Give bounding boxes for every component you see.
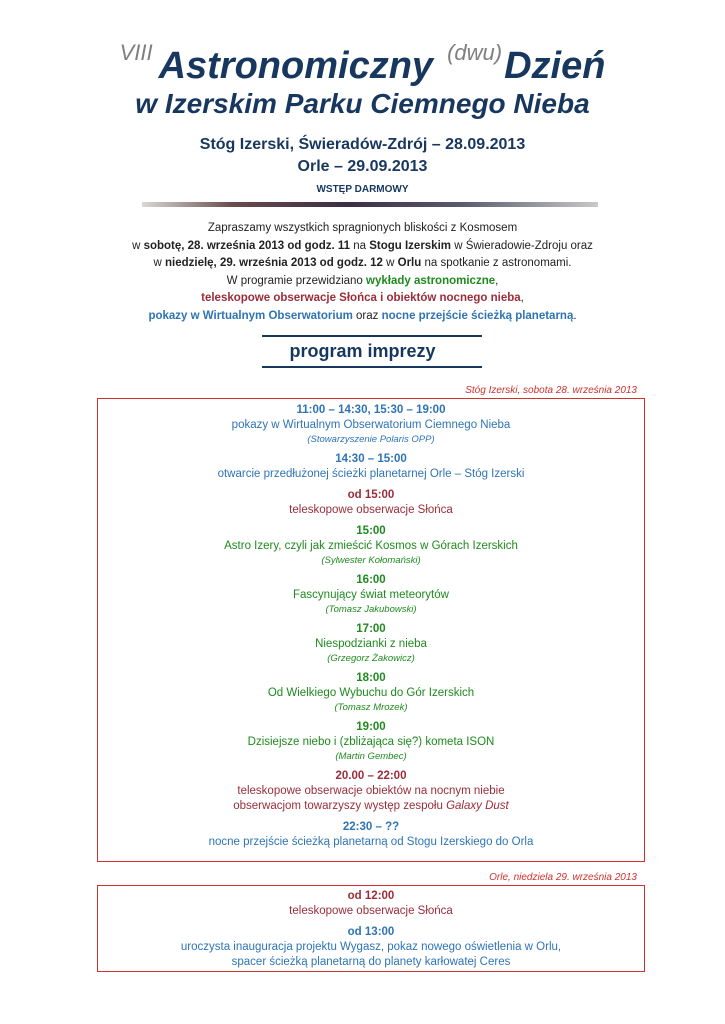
item-presenter: (Grzegorz Żakowicz)	[327, 653, 415, 664]
item-time: od 13:00	[347, 926, 395, 938]
item-desc: Niespodzianki z nieba	[315, 638, 427, 650]
entry-free-label: WSTĘP DARMOWY	[316, 184, 409, 195]
item-desc: teleskopowe obserwacje Słońca	[289, 905, 453, 917]
item-time: od 15:00	[347, 489, 395, 501]
item-desc: Od Wielkiego Wybuchu do Gór Izerskich	[267, 687, 475, 699]
schedule-item	[98, 488, 644, 518]
item-desc: teleskopowe obserwacje obiektów na nocnym niebie	[237, 785, 505, 797]
intro-date-saturday: sobotę, 28. września 2013 od godz. 11	[143, 239, 351, 252]
intro-text: na spotkanie z astronomami.	[421, 257, 572, 270]
day1-schedule-box	[97, 398, 645, 862]
location-day1: Stóg Izerski, Świeradów-Zdrój – 28.09.2013	[199, 136, 526, 153]
item-time: 20.00 – 22:00	[335, 770, 407, 782]
item-desc: nocne przejście ścieżką planetarną od Stogu Izerskiego do Orla	[208, 836, 534, 848]
item-presenter: (Stowarzyszenie Polaris OPP)	[307, 434, 435, 445]
day2-label: Orle, niedziela 29. września 2013	[489, 872, 637, 883]
intro-text: w	[382, 257, 398, 270]
intro-text: w Świeradowie-Zdroju oraz	[451, 239, 593, 252]
edition-number: VIII	[119, 40, 153, 65]
title-word-dzien: Dzień	[504, 45, 606, 87]
day1-label: Stóg Izerski, sobota 28. września 2013	[465, 385, 637, 396]
intro-text: na	[350, 239, 370, 252]
intro-virtual-observatory: pokazy w Wirtualnym Obserwatorium	[148, 309, 353, 322]
item-time: 22:30 – ??	[342, 821, 400, 833]
intro-observations: teleskopowe obserwacje Słońca i obiektów nocnego nieba	[201, 292, 521, 305]
item-desc-text: obserwacjom towarzyszy występ zespołu	[233, 800, 447, 812]
program-rule-bottom	[262, 366, 482, 368]
intro-line	[60, 273, 665, 291]
item-desc-line2	[98, 799, 644, 814]
intro-text: w	[132, 239, 144, 252]
location-day2: Orle – 29.09.2013	[297, 158, 428, 175]
item-time: 14:30 – 15:00	[335, 453, 407, 465]
item-desc: Fascynujący świat meteorytów	[293, 589, 449, 601]
intro-line	[60, 290, 665, 308]
intro-line	[60, 255, 665, 273]
schedule-item	[98, 524, 644, 567]
item-desc: Astro Izery, czyli jak zmieścić Kosmos w Górach Izerskich	[224, 540, 518, 552]
item-desc: uroczysta inauguracja projektu Wygasz, pokaz nowego oświetlenia w Orlu,	[180, 941, 562, 953]
intro-text: w	[153, 257, 165, 270]
intro-date-sunday: niedzielę, 29. września 2013 od godz. 12	[164, 257, 383, 270]
intro-place-orle: Orlu	[397, 257, 422, 270]
item-presenter: (Sylwester Kołomański)	[321, 555, 421, 566]
intro-line: Zapraszamy wszystkich spragnionych bliskości z Kosmosem	[207, 222, 518, 234]
event-title	[0, 42, 725, 85]
day2-schedule-box	[97, 885, 645, 972]
item-time: 11:00 – 14:30, 15:30 – 19:00	[296, 404, 446, 416]
intro-line	[60, 238, 665, 256]
intro-text: W programie przewidziano	[226, 274, 367, 287]
schedule-item	[98, 820, 644, 850]
intro-place-stog: Stogu Izerskim	[369, 239, 452, 252]
intro-planet-walk: nocne przejście ścieżką planetarną	[381, 309, 574, 322]
item-time: 15:00	[356, 525, 386, 537]
intro-lectures: wykłady astronomiczne	[366, 274, 496, 287]
schedule-item	[98, 573, 644, 616]
schedule-item	[98, 925, 644, 970]
schedule-item	[98, 403, 644, 446]
item-time: 18:00	[356, 672, 386, 684]
program-title: program imprezy	[289, 341, 436, 361]
item-desc: teleskopowe obserwacje Słońca	[289, 504, 453, 516]
schedule-item	[98, 452, 644, 482]
event-subtitle: w Izerskim Parku Ciemnego Nieba	[135, 88, 590, 119]
item-desc-line2: spacer ścieżką planetarną do planety karłowatej Ceres	[231, 956, 511, 968]
intro-line	[60, 308, 665, 326]
item-presenter: (Tomasz Mrozek)	[334, 702, 408, 713]
intro-text: ,	[520, 292, 524, 305]
item-time: 19:00	[356, 721, 386, 733]
schedule-item	[98, 671, 644, 714]
schedule-item	[98, 889, 644, 919]
item-presenter: (Martin Gembec)	[335, 751, 407, 762]
starfield-banner	[142, 202, 598, 207]
title-dwu: (dwu)	[447, 40, 503, 65]
program-rule-top	[262, 335, 482, 337]
item-desc: otwarcie przedłużonej ścieżki planetarnej Orle – Stóg Izerski	[217, 468, 525, 480]
intro-text: ,	[495, 274, 499, 287]
band-name: Galaxy Dust	[446, 800, 509, 812]
item-time: 17:00	[356, 623, 386, 635]
intro-paragraph	[60, 220, 665, 326]
intro-text: oraz	[352, 309, 382, 322]
item-presenter: (Tomasz Jakubowski)	[325, 604, 417, 615]
item-time: 16:00	[356, 574, 386, 586]
schedule-item	[98, 769, 644, 814]
schedule-item	[98, 622, 644, 665]
item-desc: Dzisiejsze niebo i (zbliżająca się?) kometa ISON	[247, 736, 495, 748]
title-word-astronomiczny: Astronomiczny	[158, 45, 434, 87]
schedule-item	[98, 720, 644, 763]
item-desc: pokazy w Wirtualnym Obserwatorium Ciemnego Nieba	[231, 419, 511, 431]
intro-text: .	[573, 309, 577, 322]
item-time: od 12:00	[347, 890, 395, 902]
